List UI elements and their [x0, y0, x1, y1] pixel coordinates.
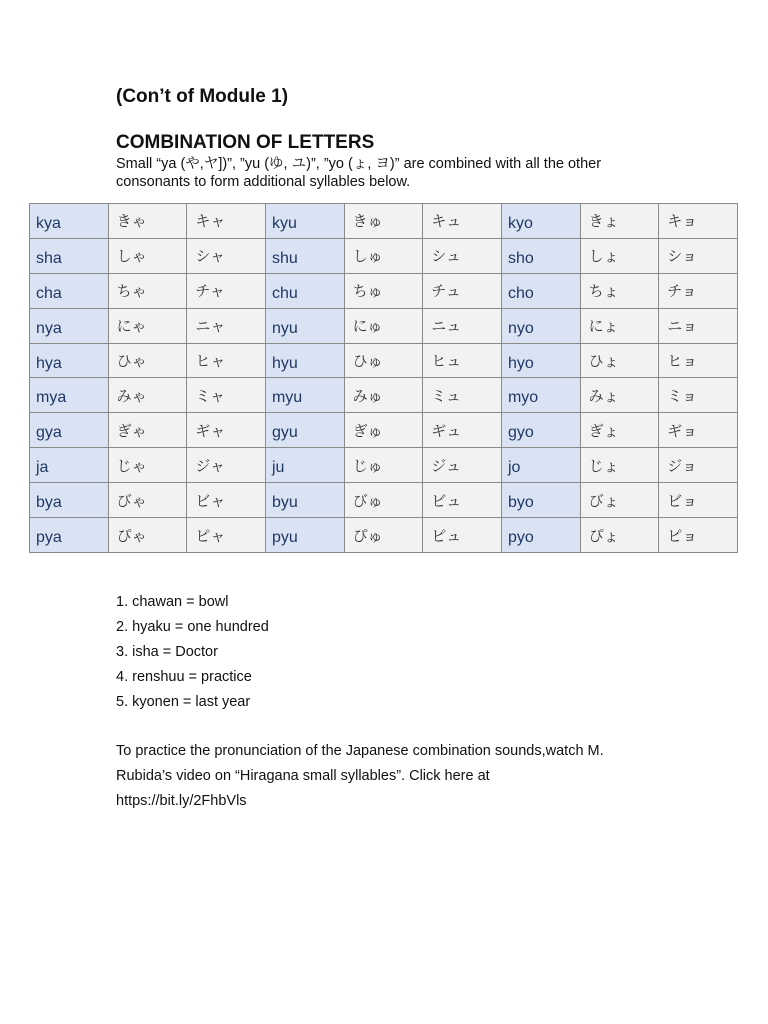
hiragana-cell: しょ [580, 238, 659, 273]
katakana-cell: ギュ [423, 413, 502, 448]
list-item: 3. isha = Doctor [116, 644, 218, 660]
hiragana-cell: ひゃ [108, 343, 187, 378]
katakana-cell: ビャ [187, 483, 266, 518]
katakana-cell: ミャ [187, 378, 266, 413]
practice-line: To practice the pronunciation of the Japanese combination sounds,watch M. [116, 743, 604, 759]
list-item: 2. hyaku = one hundred [116, 619, 269, 635]
katakana-cell: ビョ [659, 483, 738, 518]
katakana-cell: ジャ [187, 448, 266, 483]
katakana-cell: ヒョ [659, 343, 738, 378]
hiragana-cell: ぎゃ [108, 413, 187, 448]
romaji-cell: gya [30, 413, 109, 448]
table-row [30, 483, 738, 518]
romaji-cell: gyu [265, 413, 344, 448]
hiragana-cell: じゃ [108, 448, 187, 483]
romaji-cell: gyo [501, 413, 580, 448]
hiragana-cell: みょ [580, 378, 659, 413]
katakana-cell: ピュ [423, 518, 502, 553]
romaji-cell: ju [265, 448, 344, 483]
table-row [30, 448, 738, 483]
hiragana-cell: みゅ [344, 378, 423, 413]
hiragana-cell: ちょ [580, 273, 659, 308]
list-item: 5. kyonen = last year [116, 694, 251, 710]
hiragana-cell: ぴゅ [344, 518, 423, 553]
table-row [30, 308, 738, 343]
romaji-cell: byo [501, 483, 580, 518]
hiragana-cell: ちゅ [344, 273, 423, 308]
romaji-cell: pyo [501, 518, 580, 553]
table-row [30, 518, 738, 553]
table-row [30, 204, 738, 239]
romaji-cell: hya [30, 343, 109, 378]
hiragana-cell: にゃ [108, 308, 187, 343]
list-item: 4. renshuu = practice [116, 669, 252, 685]
katakana-cell: ジョ [659, 448, 738, 483]
list-item: 1. chawan = bowl [116, 594, 229, 610]
katakana-cell: チュ [423, 273, 502, 308]
romaji-cell: cha [30, 273, 109, 308]
romaji-cell: kyo [501, 204, 580, 239]
practice-line: Rubida’s video on “Hiragana small syllables”. Click here at [116, 768, 490, 784]
hiragana-cell: ひゅ [344, 343, 423, 378]
table-row [30, 378, 738, 413]
table-row [30, 413, 738, 448]
katakana-cell: ニャ [187, 308, 266, 343]
katakana-cell: ギャ [187, 413, 266, 448]
intro-paragraph [116, 155, 676, 191]
section-heading: COMBINATION OF LETTERS [116, 132, 375, 153]
katakana-cell: ジュ [423, 448, 502, 483]
hiragana-cell: びょ [580, 483, 659, 518]
hiragana-cell: しゅ [344, 238, 423, 273]
katakana-cell: チャ [187, 273, 266, 308]
romaji-cell: nya [30, 308, 109, 343]
romaji-cell: nyo [501, 308, 580, 343]
katakana-cell: シュ [423, 238, 502, 273]
practice-link[interactable]: https://bit.ly/2FhbVls [116, 793, 247, 809]
example-list [116, 590, 269, 715]
romaji-cell: sha [30, 238, 109, 273]
katakana-cell: ヒュ [423, 343, 502, 378]
romaji-cell: hyo [501, 343, 580, 378]
romaji-cell: cho [501, 273, 580, 308]
romaji-cell: byu [265, 483, 344, 518]
romaji-cell: myo [501, 378, 580, 413]
hiragana-cell: びゅ [344, 483, 423, 518]
table-row [30, 343, 738, 378]
hiragana-cell: ぴゃ [108, 518, 187, 553]
romaji-cell: myu [265, 378, 344, 413]
intro-line: consonants to form additional syllables below. [116, 174, 411, 190]
katakana-cell: ピャ [187, 518, 266, 553]
hiragana-cell: ひょ [580, 343, 659, 378]
hiragana-cell: びゃ [108, 483, 187, 518]
romaji-cell: kyu [265, 204, 344, 239]
romaji-cell: jo [501, 448, 580, 483]
hiragana-cell: きょ [580, 204, 659, 239]
katakana-cell: キュ [423, 204, 502, 239]
romaji-cell: nyu [265, 308, 344, 343]
katakana-cell: ヒャ [187, 343, 266, 378]
intro-line: Small “ya (や,ヤ])”, ”yu (ゆ, ユ)”, ”yo (ょ, ヨ)” are combined with all the other [116, 156, 602, 172]
page-title: (Con’t of Module 1) [116, 86, 289, 107]
romaji-cell: hyu [265, 343, 344, 378]
table-row [30, 238, 738, 273]
hiragana-cell: にゅ [344, 308, 423, 343]
hiragana-cell: じょ [580, 448, 659, 483]
romaji-cell: pyu [265, 518, 344, 553]
katakana-cell: シャ [187, 238, 266, 273]
hiragana-cell: ぎゅ [344, 413, 423, 448]
hiragana-cell: きゅ [344, 204, 423, 239]
romaji-cell: kya [30, 204, 109, 239]
hiragana-cell: きゃ [108, 204, 187, 239]
katakana-cell: チョ [659, 273, 738, 308]
romaji-cell: ja [30, 448, 109, 483]
hiragana-cell: にょ [580, 308, 659, 343]
practice-paragraph [116, 739, 676, 814]
hiragana-cell: ぎょ [580, 413, 659, 448]
romaji-cell: chu [265, 273, 344, 308]
hiragana-cell: みゃ [108, 378, 187, 413]
table-row [30, 273, 738, 308]
romaji-cell: bya [30, 483, 109, 518]
katakana-cell: ミュ [423, 378, 502, 413]
hiragana-cell: ぴょ [580, 518, 659, 553]
katakana-cell: ビュ [423, 483, 502, 518]
romaji-cell: shu [265, 238, 344, 273]
romaji-cell: sho [501, 238, 580, 273]
hiragana-cell: しゃ [108, 238, 187, 273]
romaji-cell: mya [30, 378, 109, 413]
katakana-cell: ショ [659, 238, 738, 273]
hiragana-cell: じゅ [344, 448, 423, 483]
katakana-cell: ミョ [659, 378, 738, 413]
syllable-table [29, 203, 738, 553]
katakana-cell: キョ [659, 204, 738, 239]
katakana-cell: ピョ [659, 518, 738, 553]
katakana-cell: ニュ [423, 308, 502, 343]
hiragana-cell: ちゃ [108, 273, 187, 308]
katakana-cell: ギョ [659, 413, 738, 448]
romaji-cell: pya [30, 518, 109, 553]
katakana-cell: ニョ [659, 308, 738, 343]
katakana-cell: キャ [187, 204, 266, 239]
